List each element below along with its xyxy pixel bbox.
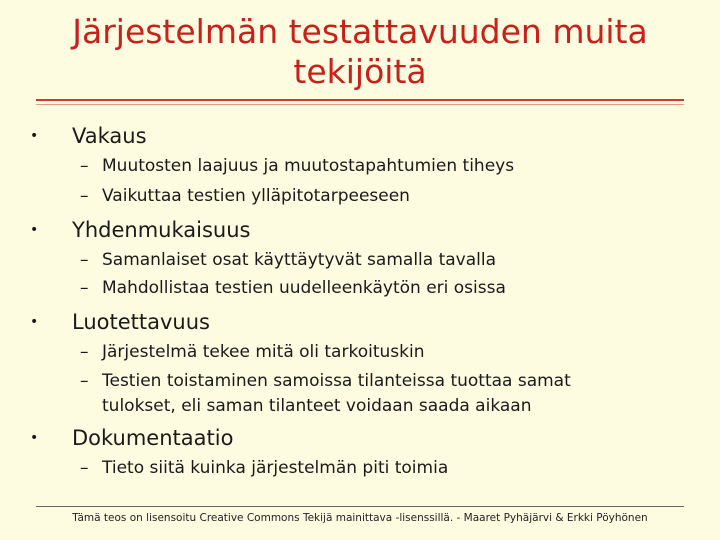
sub-marker: – bbox=[80, 250, 89, 270]
sub-text: Muutosten laajuus ja muutostapahtumien tiheys bbox=[102, 156, 515, 176]
sub-text: Testien toistaminen samoissa tilanteissa tuottaa samat bbox=[102, 371, 571, 391]
sub-text: Järjestelmä tekee mitä oli tarkoituskin bbox=[102, 342, 425, 362]
bullet-marker: • bbox=[30, 314, 39, 330]
sub-marker: – bbox=[80, 342, 89, 362]
title-divider-secondary bbox=[36, 104, 684, 105]
sub-marker: – bbox=[80, 371, 89, 391]
sub-text: Vaikuttaa testien ylläpitotarpeeseen bbox=[102, 186, 410, 206]
sub-text: tulokset, eli saman tilanteet voidaan saada aikaan bbox=[102, 396, 532, 416]
slide-title bbox=[40, 12, 680, 92]
bullet-text: Yhdenmukaisuus bbox=[72, 218, 251, 242]
sub-marker: – bbox=[80, 458, 89, 478]
bullet-text: Vakaus bbox=[72, 124, 147, 148]
bullet-marker: • bbox=[30, 430, 39, 446]
bullet-marker: • bbox=[30, 128, 39, 144]
license-footer: Tämä teos on lisensoitu Creative Commons Tekijä mainittava -lisenssillä. - Maaret Pyhäjärvi & Erkki Pöyhönen bbox=[72, 512, 648, 524]
sub-text: Mahdollistaa testien uudelleenkäytön eri osissa bbox=[102, 278, 506, 298]
slide-title-line-2: tekijöitä bbox=[293, 52, 427, 91]
bullet-marker: • bbox=[30, 222, 39, 238]
footer-divider bbox=[36, 506, 684, 507]
sub-marker: – bbox=[80, 278, 89, 298]
bullet-text: Luotettavuus bbox=[72, 310, 210, 334]
sub-text: Samanlaiset osat käyttäytyvät samalla tavalla bbox=[102, 250, 497, 270]
sub-marker: – bbox=[80, 186, 89, 206]
sub-marker: – bbox=[80, 156, 89, 176]
bullet-text: Dokumentaatio bbox=[72, 426, 234, 450]
slide-title-line-1: Järjestelmän testattavuuden muita bbox=[72, 12, 648, 51]
title-divider bbox=[36, 99, 684, 101]
sub-text: Tieto siitä kuinka järjestelmän piti toimia bbox=[102, 458, 449, 478]
